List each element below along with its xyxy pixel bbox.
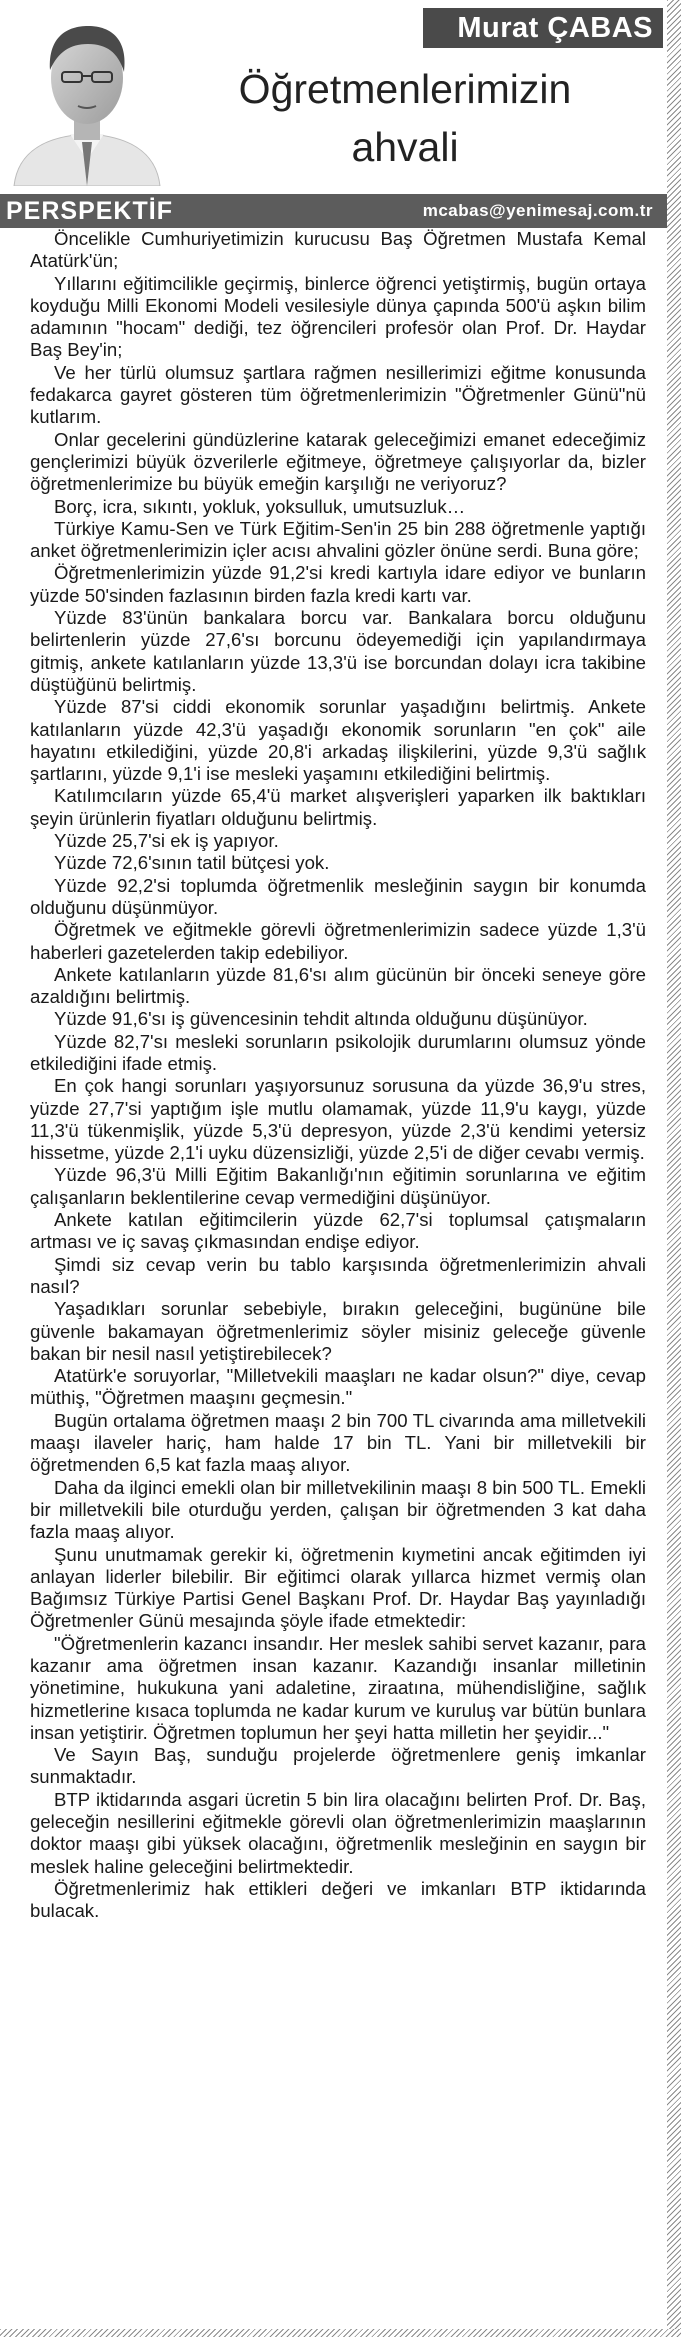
section-label: PERSPEKTİF	[6, 197, 173, 225]
author-name: Murat ÇABAS	[423, 8, 663, 48]
paragraph: Daha da ilginci emekli olan bir milletvekilinin maaşı 8 bin 500 TL. Emekli bir milletvekili bile oturduğu yerden, çalışan bir öğretmenden 3 kat daha fazla maaş alıyor.	[30, 1476, 646, 1543]
paragraph: BTP iktidarında asgari ücretin 5 bin lira olacağını belirten Prof. Dr. Baş, geleceğin nesillerini eğitmekle görevli olan öğretmenlerimizin maaşlarının doktor maaşı gibi yüksek olacağını, öğretmenlik mesleğinin en saygın bir meslek haline geleceğini belirtmektedir.	[30, 1788, 646, 1877]
paragraph: Borç, icra, sıkıntı, yokluk, yoksulluk, umutsuzluk…	[54, 495, 466, 517]
paragraph: Atatürk'e soruyorlar, "Milletvekili maaşları ne kadar olsun?" diye, cevap müthiş, "Öğretmen maaşını geçmesin."	[30, 1365, 646, 1409]
paragraph: Katılımcıların yüzde 65,4'ü market alışverişleri yaparken ilk baktıkları şeyin ürünlerin fiyatları olduğunu belirtmiş.	[30, 785, 646, 829]
page-bottom-hatch	[0, 2329, 681, 2337]
paragraph: Yıllarını eğitimcilikle geçirmiş, binlerce öğrenci yetiştirmiş, bugün ortaya koyduğu Milli Ekonomi Modeli vesilesiyle dünya çapında 500'ü aşkın bilim adamının "hocam" dediği, tez öğrencileri profesör olan Prof. Dr. Haydar Baş Bey'in;	[30, 272, 646, 361]
paragraph: Yüzde 83'ünün bankalara borcu var. Bankalara borcu olduğunu belirtenlerin yüzde 27,6'sı borcunu ödeyemediği için yapılandırmaya gitmiş, ankete katılanların yüzde 13,3'ü ise borcundan dolayı icra takibine düştüğünü belirtmiş.	[30, 607, 646, 695]
page-edge-hatch	[667, 0, 681, 2337]
paragraph: En çok hangi sorunları yaşıyorsunuz sorusuna da yüzde 36,9'u stres, yüzde 27,7'si yaptığım işle mutlu olamamak, yüzde 11,9'u kaygı, yüzde 11,3'ü tükenmişlik, yüzde 5,3'ü depresyon, yüzde 2,3'ü kendimi yetersiz hissetme, yüzde 2,1'i uyku düzensizliği, yüzde 2,5'i de diğer cevabı vermiş.	[30, 1075, 646, 1164]
paragraph: Onlar gecelerini gündüzlerine katarak geleceğimizi emanet edeceğimiz gençlerimizi büyük özverilerle eğitmeye, öğretmeye çalışıyorlar da, bizler öğretmenlerimize bu büyük emeğin karşılığı ne veriyoruz?	[30, 428, 646, 495]
paragraph: Şunu unutmamak gerekir ki, öğretmenin kıymetini ancak eğitimden iyi anlayan liderler bilebilir. Bir eğitimci olarak yıllarca hizmet vermiş olan Bağımsız Türkiye Partisi Genel Başkanı Prof. Dr. Haydar Baş yayınladığı Öğretmenler Günü mesajında şöyle ifade etmektedir:	[30, 1543, 646, 1632]
paragraph: Yüzde 87'si ciddi ekonomik sorunlar yaşadığını belirtmiş. Ankete katılanların yüzde 42,3'ü yaşadığı ekonomik sorunların "en çok" aile hayatını etkilediğini, yüzde 20,8'i arkadaş ilişkilerini, yüzde 9,3'ü sağlık şartlarını, yüzde 9,1'i ise mesleki yaşamını etkilediğini belirtmiş.	[30, 696, 646, 785]
paragraph: Şimdi siz cevap verin bu tablo karşısında öğretmenlerimizin ahvali nasıl?	[30, 1253, 646, 1297]
paragraph: Yaşadıkları sorunlar sebebiyle, bırakın geleceğini, bugününe bile güvenle bakamayan öğretmenlerimiz söyler misiniz geleceğe güvenle bakan bir nesil nasıl yetiştirebilecek?	[30, 1298, 646, 1364]
paragraph: Yüzde 96,3'ü Milli Eğitim Bakanlığı'nın eğitimin sorunlarına ve eğitim çalışanların beklentilerine cevap vermediğini düşünüyor.	[30, 1164, 646, 1208]
paragraph: Ankete katılanların yüzde 81,6'sı alım gücünün bir önceki seneye göre azaldığını belirtmiş.	[30, 963, 646, 1008]
paragraph: Bugün ortalama öğretmen maaşı 2 bin 700 TL civarında ama milletvekili maaşı ilaveler hariç, ham halde 17 bin TL. Yani bir milletvekili bir öğretmenden 6,5 kat fazla maaş alıyor.	[30, 1409, 646, 1476]
paragraph: Ve her türlü olumsuz şartlara rağmen nesillerimizi eğitme konusunda fedakarca gayret gösteren tüm öğretmenlerimizin "Öğretmenler Günü"nü kutlarım.	[30, 361, 646, 428]
paragraph: Yüzde 25,7'si ek iş yapıyor.	[54, 830, 279, 852]
author-email: mcabas@yenimesaj.com.tr	[422, 201, 653, 220]
paragraph: Öğretmek ve eğitmekle görevli öğretmenlerimizin sadece yüzde 1,3'ü haberleri gazetelerden takip edebiliyor.	[30, 919, 646, 963]
paragraph: Öğretmenlerimizin yüzde 91,2'si kredi kartıyla idare ediyor ve bunların yüzde 50'sinden fazlasının birden fazla kredi kartı var.	[30, 562, 646, 606]
paragraph: Ve Sayın Baş, sunduğu projelerde öğretmenlere geniş imkanlar sunmaktadır.	[30, 1744, 646, 1788]
headline: Öğretmenlerimizin ahvali	[238, 66, 572, 170]
paragraph: Öncelikle Cumhuriyetimizin kurucusu Baş Öğretmen Mustafa Kemal Atatürk'ün;	[30, 228, 646, 272]
paragraph: Yüzde 92,2'si toplumda öğretmenlik mesleğinin saygın bir konumda olduğunu düşünmüyor.	[30, 874, 646, 918]
quote-paragraph: "Öğretmenlerin kazancı insandır. Her meslek sahibi servet kazanır, para kazanır ama öğretmen insan kazanır. Kazandığı insanlar milletinin yönetimine, hukukuna yani adaletine, ziraatına, mühendisliğine, sağlık hizmetlerine kısaca toplumda ne kadar kurum ve kuruluş var bütün bunlara insan yetiştirir. Öğretmen toplumun her şeyi hatta milletin her şeyidir..."	[30, 1632, 646, 1743]
article-body	[30, 228, 646, 1923]
paragraph: Yüzde 72,6'sının tatil bütçesi yok.	[54, 852, 330, 874]
paragraph: Yüzde 82,7'sı mesleki sorunların psikolojik durumlarını olumsuz yönde etkilediğini ifade etmiş.	[30, 1030, 646, 1074]
paragraph: Öğretmenlerimiz hak ettikleri değeri ve imkanları BTP iktidarında bulacak.	[30, 1877, 646, 1922]
column-header	[0, 0, 667, 194]
section-band	[0, 194, 667, 228]
paragraph: Ankete katılan eğitimcilerin yüzde 62,7'si toplumsal çatışmaların artması ve iç savaş çıkmasından endişe ediyor.	[30, 1209, 646, 1253]
paragraph: Yüzde 91,6'sı iş güvencesinin tehdit altında olduğunu düşünüyor.	[54, 1008, 588, 1030]
paragraph: Türkiye Kamu-Sen ve Türk Eğitim-Sen'in 25 bin 288 öğretmenle yaptığı anket öğretmenlerimizin içler acısı ahvalini gözler önüne serdi. Buna göre;	[30, 517, 646, 562]
author-portrait	[8, 10, 166, 186]
